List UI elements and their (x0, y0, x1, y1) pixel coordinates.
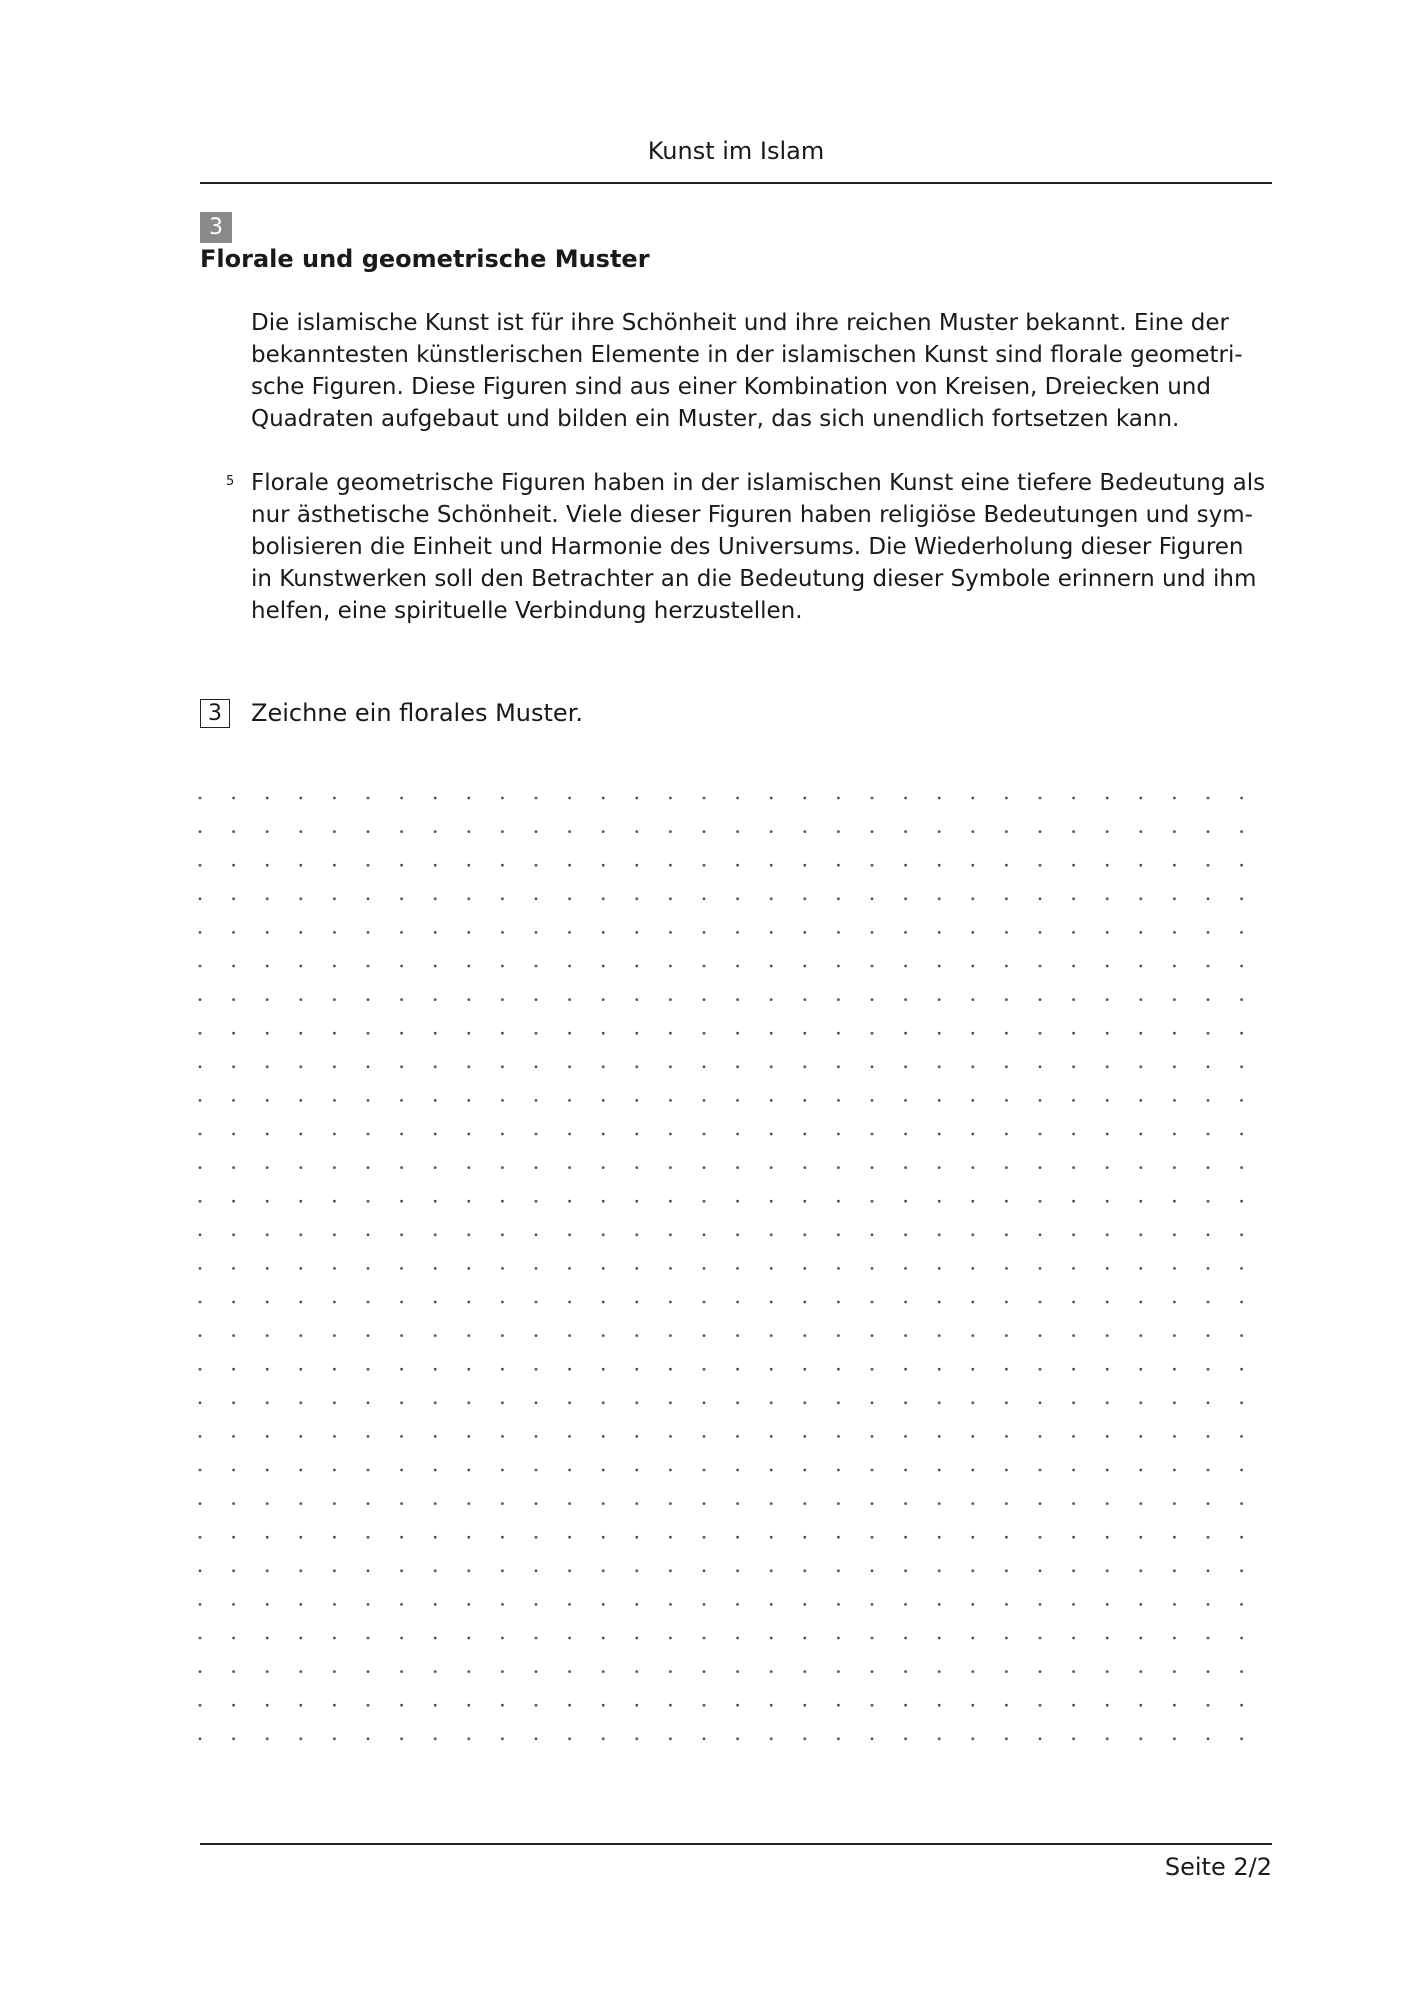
paragraph-line: Quadraten aufgebaut und bilden ein Muster, das sich unendlich fortsetzen kann. (251, 406, 1180, 432)
section-number-badge: 3 (200, 212, 232, 243)
task-number-badge: 3 (200, 699, 230, 728)
dot-grid-drawing-area[interactable] (198, 796, 1258, 1756)
text-paragraph-2 (251, 467, 1281, 627)
paragraph-line: bekanntesten künstlerischen Elemente in der islamischen Kunst sind florale geometri- (251, 342, 1243, 368)
paragraph-line: Florale geometrische Figuren haben in der islamischen Kunst eine tiefere Bedeutung als (251, 470, 1266, 496)
page-number: Seite 2/2 (1164, 1853, 1272, 1881)
header-divider (200, 182, 1272, 184)
page-header-title: Kunst im Islam (647, 137, 825, 165)
paragraph-line: sche Figuren. Diese Figuren sind aus einer Kombination von Kreisen, Dreiecken und (251, 374, 1211, 400)
paragraph-line: in Kunstwerken soll den Betrachter an die Bedeutung dieser Symbole erinnern und ihm (251, 566, 1257, 592)
paragraph-line: Die islamische Kunst ist für ihre Schönheit und ihre reichen Muster bekannt. Eine der (251, 310, 1229, 336)
paragraph-line: helfen, eine spirituelle Verbindung herzustellen. (251, 598, 803, 624)
line-number-marker: 5 (226, 474, 235, 489)
paragraph-line: bolisieren die Einheit und Harmonie des Universums. Die Wiederholung dieser Figuren (251, 534, 1244, 560)
paragraph-line: nur ästhetische Schönheit. Viele dieser Figuren haben religiöse Bedeutungen und sym- (251, 502, 1253, 528)
section-title: Florale und geometrische Muster (200, 245, 650, 273)
task-instruction: Zeichne ein florales Muster. (251, 699, 583, 727)
footer-divider (200, 1843, 1272, 1845)
text-paragraph-1 (251, 307, 1281, 435)
